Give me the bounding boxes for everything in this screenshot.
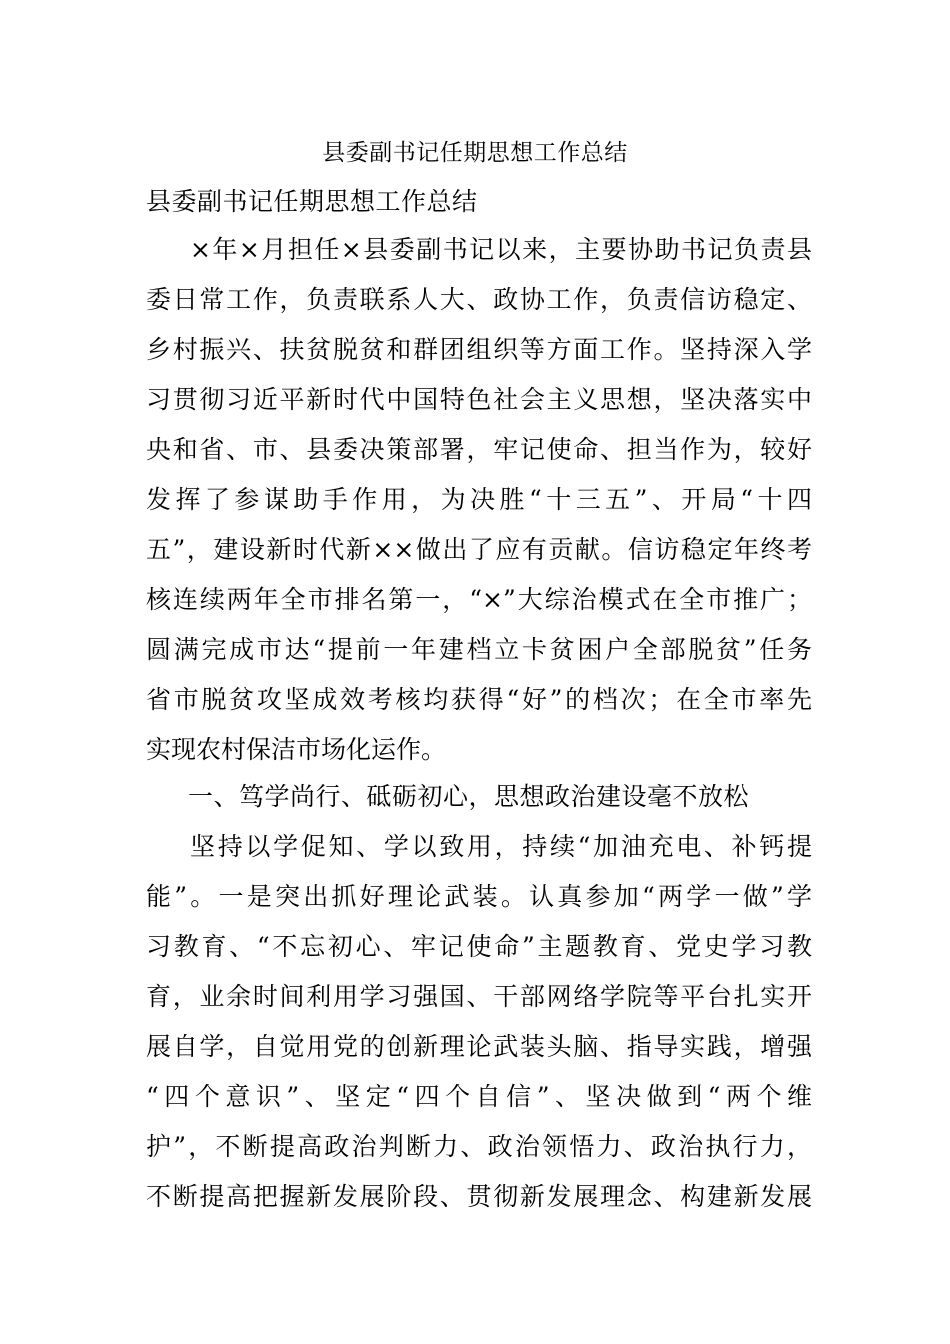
paragraph-line: 央和省、市、县委决策部署，牢记使命、担当作为，较好 bbox=[146, 435, 812, 464]
paragraph-line: 习贯彻习近平新时代中国特色社会主义思想，坚决落实中 bbox=[146, 385, 812, 414]
paragraph-line: “四个意识”、坚定“四个自信”、坚决做到“两个维 bbox=[146, 1082, 812, 1111]
paragraph-line: 育，业余时间利用学习强国、干部网络学院等平台扎实开 bbox=[146, 982, 812, 1011]
paragraph-line: 省市脱贫攻坚成效考核均获得“好”的档次；在全市率先 bbox=[146, 685, 812, 714]
section-heading-1: 一、笃学尚行、砥砺初心，思想政治建设毫不放松 bbox=[188, 782, 750, 811]
paragraph-line: 不断提高把握新发展阶段、贯彻新发展理念、构建新发展 bbox=[146, 1182, 812, 1211]
paragraph-line: 圆满完成市达“提前一年建档立卡贫困户全部脱贫”任务 bbox=[146, 635, 812, 664]
paragraph-line: 坚持以学促知、学以致用，持续“加油充电、补钙提 bbox=[190, 832, 812, 861]
paragraph-line: 展自学，自觉用党的创新理论武装头脑、指导实践，增强 bbox=[146, 1032, 812, 1061]
paragraph-line: 护”，不断提高政治判断力、政治领悟力、政治执行力， bbox=[146, 1132, 812, 1161]
paragraph-line: 能”。一是突出抓好理论武装。认真参加“两学一做”学 bbox=[146, 882, 812, 911]
paragraph-line: 习教育、“不忘初心、牢记使命”主题教育、党史学习教 bbox=[146, 932, 812, 961]
paragraph-line: 乡村振兴、扶贫脱贫和群团组织等方面工作。坚持深入学 bbox=[146, 335, 812, 364]
document-title: 县委副书记任期思想工作总结 bbox=[322, 140, 628, 166]
document-subtitle: 县委副书记任期思想工作总结 bbox=[146, 187, 478, 216]
paragraph-2 bbox=[146, 822, 812, 1222]
paragraph-line: ×年×月担任×县委副书记以来，主要协助书记负责县 bbox=[190, 235, 812, 264]
paragraph-1 bbox=[146, 225, 812, 775]
paragraph-line: 发挥了参谋助手作用，为决胜“十三五”、开局“十四 bbox=[146, 485, 812, 514]
paragraph-line: 五”，建设新时代新××做出了应有贡献。信访稳定年终考 bbox=[146, 535, 812, 564]
paragraph-line: 实现农村保洁市场化运作。 bbox=[146, 735, 447, 764]
paragraph-line: 委日常工作，负责联系人大、政协工作，负责信访稳定、 bbox=[146, 285, 812, 314]
paragraph-line: 核连续两年全市排名第一，“×”大综治模式在全市推广； bbox=[146, 585, 812, 614]
